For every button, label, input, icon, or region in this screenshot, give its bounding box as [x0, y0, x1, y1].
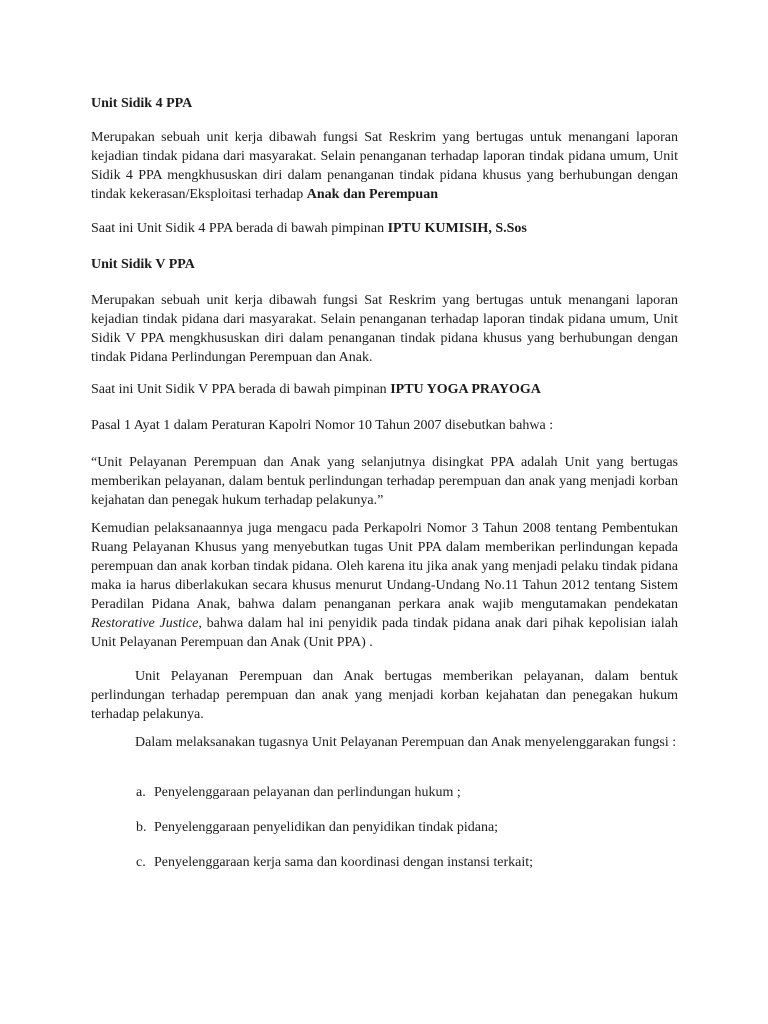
restorative-justice-term: Restorative Justice [91, 616, 199, 631]
quote-paragraph: “Unit Pelayanan Perempuan dan Anak yang selanjutnya disingkat PPA adalah Unit yang bertugas memberikan pelayanan, dalam bentuk perlindungan terhadap perempuan dan anak yang menjadi korban kejahatan dan penegak hukum terhadap pelakunya.” [91, 455, 678, 508]
paragraph-perkapolri-tail: , bahwa dalam hal ini penyidik pada tindak pidana anak dari pihak kepolisian ialah Unit Pelayanan Perempuan dan Anak (Unit PPA) . [91, 616, 678, 650]
section2-heading: Unit Sidik V PPA [91, 257, 195, 272]
section1-heading: Unit Sidik 4 PPA [91, 96, 193, 111]
section2-leader-text: Saat ini Unit Sidik V PPA berada di bawah pimpinan [91, 382, 391, 397]
section1-leader [91, 219, 678, 238]
function-text-c: Penyelenggaraan kerja sama dan koordinasi dengan instansi terkait; [154, 855, 534, 870]
function-item-c [136, 853, 676, 872]
section1-paragraph-text: Merupakan sebuah unit kerja dibawah fungsi Sat Reskrim yang bertugas untuk menangani laporan kejadian tindak pidana dari masyarakat. Selain penanganan terhadap laporan tindak pidana umum, Unit Sidik 4 PPA mengkhususkan diri dalam penanganan tindak pidana khusus yang berhubungan dengan tindak kekerasan/Eksploitasi terhadap [91, 130, 678, 202]
function-marker-b: b. [136, 820, 147, 835]
function-text-a: Penyelenggaraan pelayanan dan perlindungan hukum ; [154, 785, 461, 800]
section1-paragraph-bold: Anak dan Perempuan [306, 187, 438, 202]
section2-leader [91, 380, 678, 399]
function-item-b [136, 818, 676, 837]
function-text-b: Penyelenggaraan penyelidikan dan penyidikan tindak pidana; [154, 820, 499, 835]
paragraph-tugas: Unit Pelayanan Perempuan dan Anak bertugas memberikan pelayanan, dalam bentuk perlindungan terhadap perempuan dan anak yang menjadi korban kejahatan dan penegakan hukum terhadap pelakunya. [91, 669, 678, 722]
function-marker-c: c. [136, 855, 146, 870]
paragraph-perkapolri [91, 519, 678, 652]
paragraph-fungsi: Dalam melaksanakan tugasnya Unit Pelayanan Perempuan dan Anak menyelenggarakan fungsi : [135, 735, 677, 750]
section1-paragraph [91, 128, 678, 204]
function-marker-a: a. [136, 785, 146, 800]
section2-paragraph: Merupakan sebuah unit kerja dibawah fungsi Sat Reskrim yang bertugas untuk menangani laporan kejadian tindak pidana dari masyarakat. Selain penanganan terhadap laporan tindak pidana umum, Unit Sidik V PPA mengkhususkan diri dalam penanganan tindak pidana khusus yang berhubungan dengan tindak Pidana Perlindungan Perempuan dan Anak. [91, 293, 678, 365]
section1-leader-text: Saat ini Unit Sidik 4 PPA berada di bawah pimpinan [91, 221, 388, 236]
section2-leader-name: IPTU YOGA PRAYOGA [390, 382, 541, 397]
paragraph-perkapolri-text: Kemudian pelaksanaannya juga mengacu pada Perkapolri Nomor 3 Tahun 2008 tentang Pembentukan Ruang Pelayanan Khusus yang menyebutkan tugas Unit PPA dalam memberikan perlindungan kepada perempuan dan anak korban tindak pidana. Oleh karena itu jika anak yang menjadi pelaku tindak pidana maka ia harus diberlakukan secara khusus menurut Undang-Undang No.11 Tahun 2012 tentang Sistem Peradilan Pidana Anak, bahwa dalam penanganan perkara anak wajib mengutamakan pendekatan [91, 521, 678, 612]
function-item-a [136, 783, 676, 802]
pasal-intro: Pasal 1 Ayat 1 dalam Peraturan Kapolri Nomor 10 Tahun 2007 disebutkan bahwa : [91, 418, 554, 433]
section1-leader-name: IPTU KUMISIH, S.Sos [387, 221, 527, 236]
